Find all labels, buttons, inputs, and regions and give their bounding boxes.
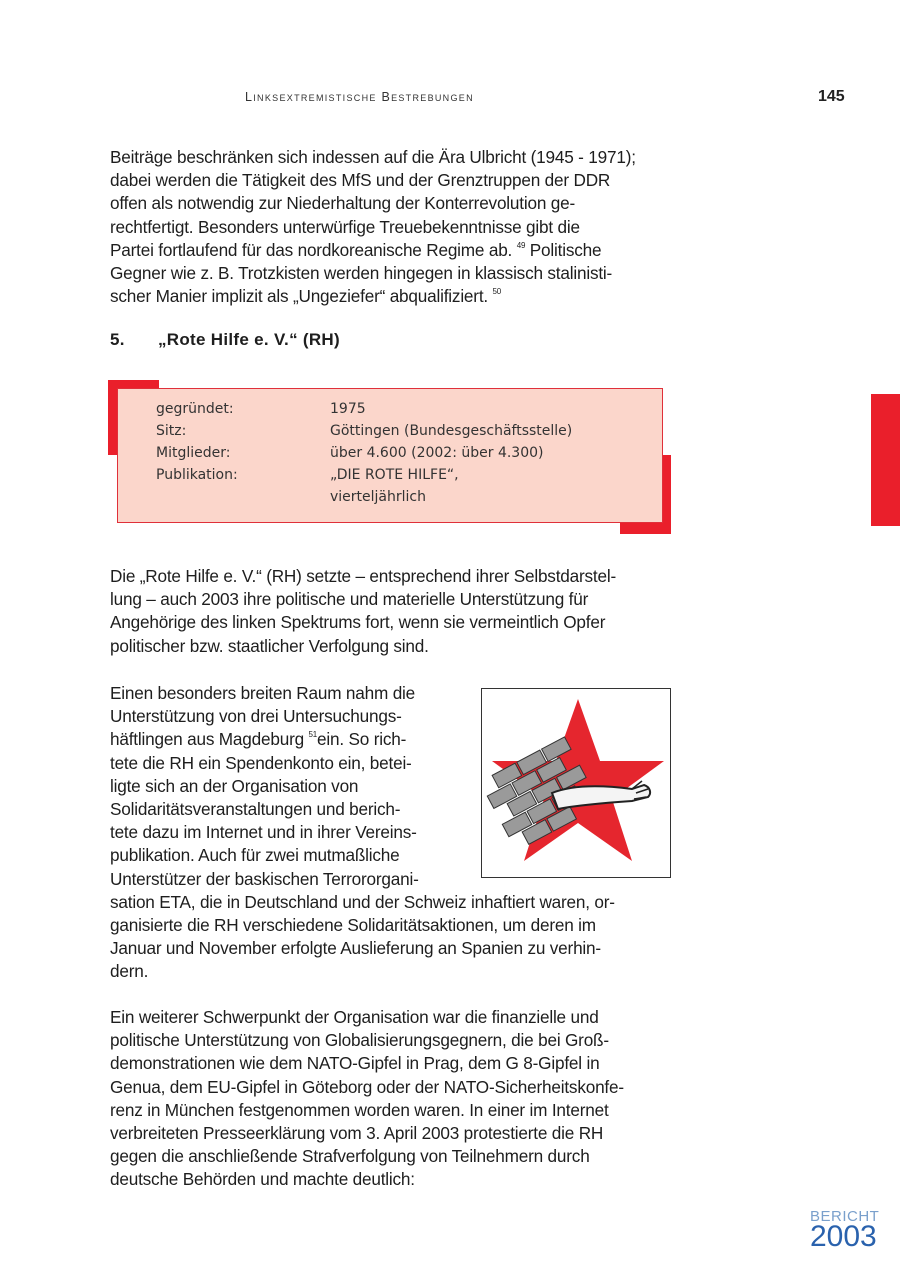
- text-line: ganisierte die RH verschiedene Solidaritätsaktionen, um deren im: [110, 915, 596, 936]
- text-line: tete die RH ein Spendenkonto ein, betei-: [110, 752, 412, 773]
- text-fragment: häftlingen aus Magdeburg: [110, 729, 304, 750]
- footnote-ref-50[interactable]: 50: [492, 287, 502, 297]
- text-line: Unterstützung von drei Untersuchungs-: [110, 706, 402, 727]
- text-line: Angehörige des linken Spektrums fort, wenn sie vermeintlich Opfer: [110, 612, 606, 633]
- section-title: „Rote Hilfe e. V.“ (RH): [158, 330, 340, 349]
- fact-box: [117, 388, 663, 523]
- text-line: demonstrationen wie dem NATO-Gipfel in Prag, dem G 8-Gipfel in: [110, 1053, 600, 1074]
- chapter-side-tab: [871, 394, 900, 526]
- text-line: publikation. Auch für zwei mutmaßliche: [110, 845, 400, 866]
- fact-label: gegründet:: [156, 401, 234, 417]
- text-line: Solidaritätsveranstaltungen und berich-: [110, 799, 401, 820]
- text-line: dabei werden die Tätigkeit des MfS und der Grenztruppen der DDR: [110, 170, 611, 191]
- text-line: sation ETA, die in Deutschland und der Schweiz inhaftiert waren, or-: [110, 891, 615, 912]
- text-fragment: Partei fortlaufend für das nordkoreanische Regime ab.: [110, 239, 513, 260]
- section-heading: [110, 330, 340, 350]
- page-number: 145: [818, 88, 845, 105]
- text-line: ligte sich an der Organisation von: [110, 775, 359, 796]
- footer-bericht: BERICHT: [810, 1208, 880, 1225]
- text-line: Genua, dem EU-Gipfel in Göteborg oder der NATO-Sicherheitskonfe-: [110, 1076, 624, 1097]
- text-fragment: ein. So rich-: [317, 729, 407, 750]
- text-line: verbreiteten Presseerklärung vom 3. April 2003 protestierte die RH: [110, 1123, 604, 1144]
- intro-paragraph: [110, 146, 675, 308]
- paragraph-3: [110, 682, 675, 984]
- text-line: [110, 239, 675, 262]
- fact-value: „DIE ROTE HILFE“,: [330, 467, 459, 483]
- section-number: 5.: [110, 330, 125, 349]
- text-line: politische Unterstützung von Globalisierungsgegnern, die bei Groß-: [110, 1030, 609, 1051]
- fact-value: 1975: [330, 401, 366, 417]
- fact-label: Sitz:: [156, 423, 187, 439]
- fact-value: Göttingen (Bundesgeschäftsstelle): [330, 423, 573, 439]
- text-line: [110, 728, 675, 751]
- fact-label: Publikation:: [156, 467, 238, 483]
- text-fragment: scher Manier implizit als „Ungeziefer“ abqualifiziert.: [110, 286, 488, 307]
- text-fragment: Politische: [529, 239, 602, 260]
- fact-label: Mitglieder:: [156, 445, 231, 461]
- text-line: politischer bzw. staatlicher Verfolgung sind.: [110, 635, 429, 656]
- text-line: [110, 285, 675, 308]
- text-line: Beiträge beschränken sich indessen auf die Ära Ulbricht (1945 - 1971);: [110, 147, 636, 167]
- text-line: Die „Rote Hilfe e. V.“ (RH) setzte – entsprechend ihrer Selbstdarstel-: [110, 566, 616, 586]
- text-line: Gegner wie z. B. Trotzkisten werden hingegen in klassisch stalinisti-: [110, 263, 613, 284]
- text-line: Ein weiterer Schwerpunkt der Organisation war die finanzielle und: [110, 1007, 599, 1027]
- text-line: tete dazu im Internet und in ihrer Vereins-: [110, 822, 417, 843]
- fact-value: vierteljährlich: [330, 489, 426, 505]
- footnote-ref-51[interactable]: 51: [308, 730, 318, 740]
- text-line: Unterstützer der baskischen Terrororgani-: [110, 868, 419, 889]
- footer-year: 2003: [810, 1220, 877, 1253]
- paragraph-4: [110, 1006, 675, 1192]
- text-line: Januar und November erfolgte Auslieferung an Spanien zu verhin-: [110, 938, 601, 959]
- text-line: offen als notwendig zur Niederhaltung der Konterrevolution ge-: [110, 193, 576, 214]
- text-line: gegen die anschließende Strafverfolgung von Teilnehmern durch: [110, 1146, 590, 1167]
- text-line: dern.: [110, 961, 149, 982]
- footnote-ref-49[interactable]: 49: [516, 240, 526, 250]
- running-head: Linksextremistische Bestrebungen: [245, 90, 474, 104]
- paragraph-2: [110, 565, 675, 658]
- fact-value: über 4.600 (2002: über 4.300): [330, 445, 544, 461]
- text-line: renz in München festgenommen worden waren. In einer im Internet: [110, 1099, 609, 1120]
- text-line: rechtfertigt. Besonders unterwürfige Treuebekenntnisse gibt die: [110, 216, 580, 237]
- text-line: Einen besonders breiten Raum nahm die: [110, 683, 416, 703]
- text-line: lung – auch 2003 ihre politische und materielle Unterstützung für: [110, 589, 589, 610]
- text-line: deutsche Behörden und machte deutlich:: [110, 1169, 415, 1190]
